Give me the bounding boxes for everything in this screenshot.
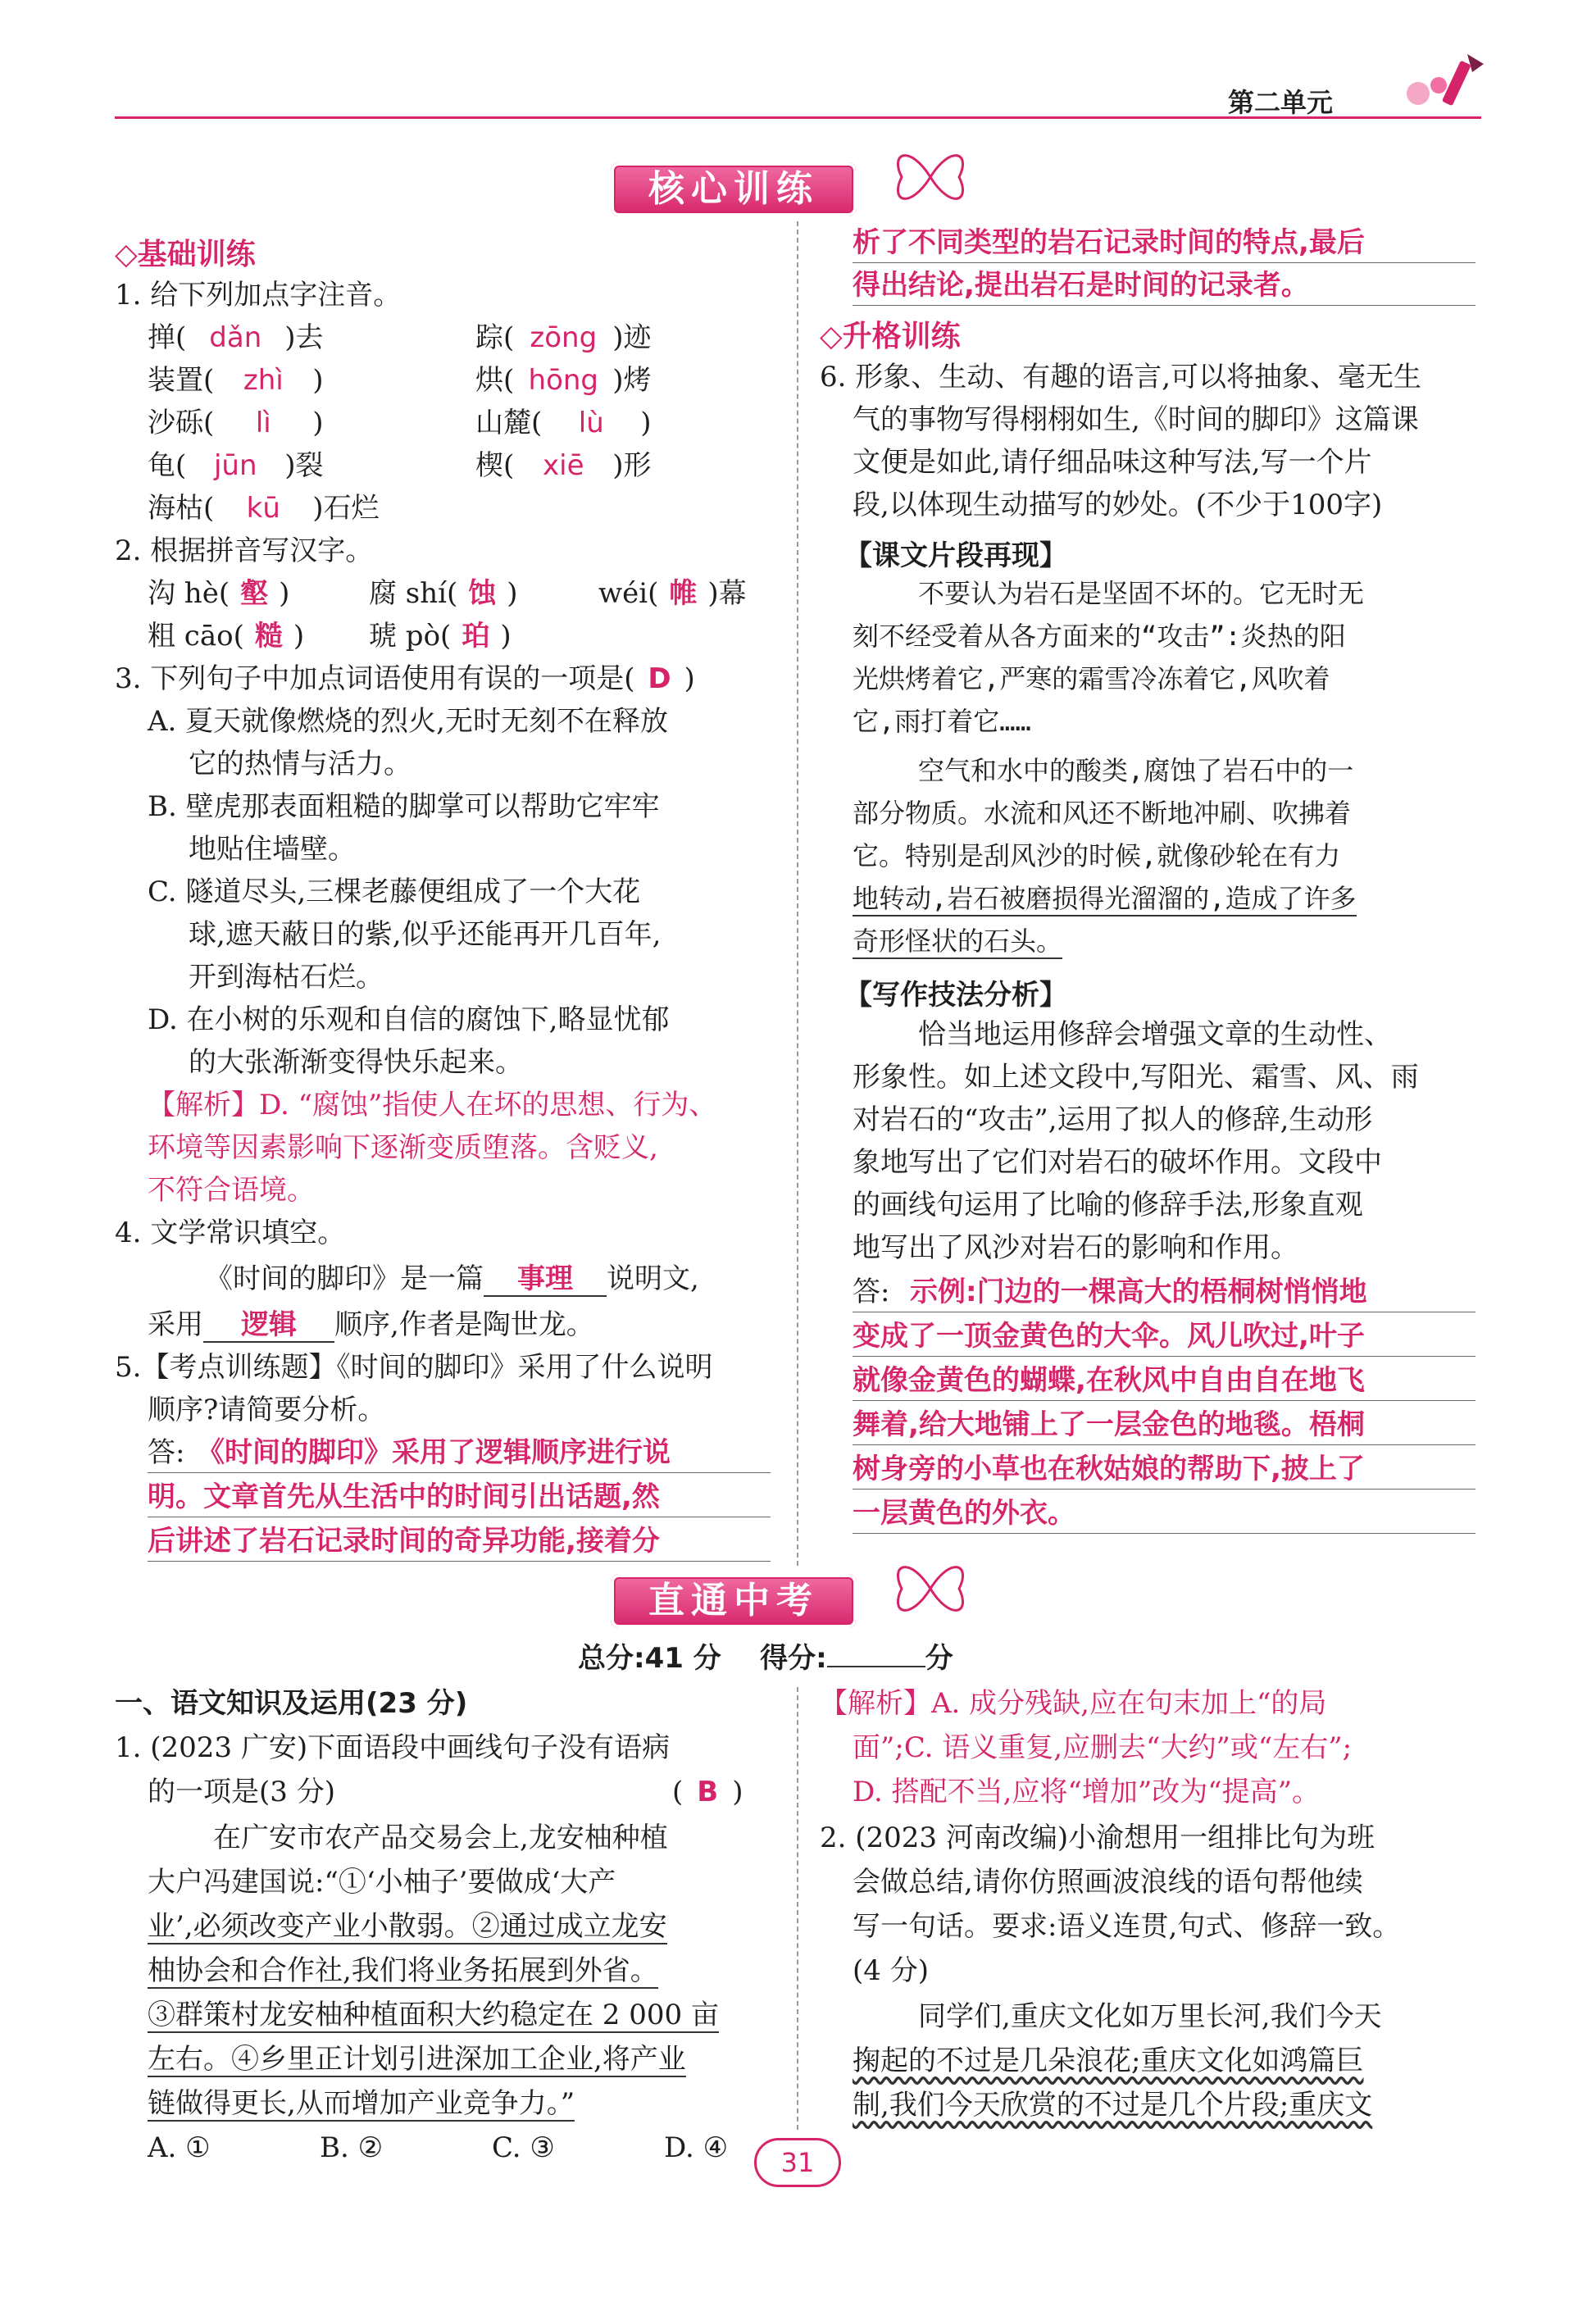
q1-stem: 1. 给下列加点字注音。: [115, 279, 402, 312]
q6-passage: 部分物质。水流和风还不断地冲刷、吹拂着: [853, 798, 1352, 829]
q6-answer-label: 答:: [853, 1276, 890, 1308]
q6-stem: 文便是如此,请仔细品味这种写法,写一个片: [853, 446, 1372, 479]
e2-passage-wavy: 制,我们今天欣赏的不过是几个片段;重庆文: [853, 2089, 1373, 2122]
q6-passage-underlined: 地转动,岩石被磨损得光溜溜的,造成了许多: [853, 882, 1357, 916]
q5-answer: 得出结论,提出岩石是时间的记录者。: [853, 269, 1309, 302]
q6-answer: 树身旁的小草也在秋姑娘的帮助下,披上了: [853, 1453, 1365, 1485]
q6-passage: 空气和水中的酸类,腐蚀了岩石中的一: [918, 755, 1354, 786]
e1-passage-underlined: 左右。④乡里正计划引进深加工企业,将产业: [148, 2043, 686, 2076]
section-advanced: ◇升格训练: [820, 320, 961, 353]
q3-line: 地贴住墙壁。: [189, 833, 356, 866]
q4-stem: 4. 文学常识填空。: [115, 1217, 346, 1249]
q2-item: 腐 shí( 蚀 ): [369, 577, 518, 610]
e1-option[interactable]: B. ②: [320, 2131, 384, 2164]
e1-passage-underlined: 业’,必须改变产业小散弱。②通过成立龙安: [148, 1910, 667, 1943]
q6-stem: 气的事物写得栩栩如生,《时间的脚印》这篇课: [853, 403, 1419, 436]
q6-passage: 它。特别是刮风沙的时候,就像砂轮在有力: [853, 840, 1341, 871]
score-blank[interactable]: [827, 1641, 925, 1667]
answer-rule: [853, 1533, 1476, 1534]
q1-item: 海枯( kū )石烂: [148, 492, 380, 525]
q1-item: 烘( hōng )烤: [475, 364, 652, 397]
q6-analysis: 的画线句运用了比喻的修辞手法,形象直观: [853, 1189, 1363, 1221]
q5-stem: 5.【考点训练题】《时间的脚印》采用了什么说明: [115, 1351, 713, 1384]
q6-answer: 舞着,给大地铺上了一层金色的地毯。梧桐: [853, 1408, 1365, 1441]
e1-option[interactable]: C. ③: [492, 2131, 555, 2164]
q2-item: 沟 hè( 壑 ): [148, 577, 290, 610]
e2-stem: (4 分): [853, 1954, 929, 1987]
q3-line: B. 壁虎那表面粗糙的脚掌可以帮助它牢牢: [148, 790, 660, 823]
q1-item: 沙砾( lì ): [148, 407, 324, 439]
q5-stem: 顺序?请简要分析。: [148, 1394, 386, 1426]
q6-answer: 就像金黄色的蝴蝶,在秋风中自由自在地飞: [853, 1364, 1365, 1397]
e1-passage: 在广安市农产品交易会上,龙安柚种植: [213, 1822, 668, 1854]
e2-stem: 2. (2023 河南改编)小渝想用一组排比句为班: [820, 1822, 1375, 1854]
q2-item: 琥 pò( 珀 ): [369, 620, 512, 653]
q6-answer: 示例:门边的一棵高大的梧桐树悄悄地: [910, 1276, 1367, 1308]
answer-rule: [853, 1444, 1476, 1445]
q5-answer: 析了不同类型的岩石记录时间的特点,最后: [853, 226, 1365, 259]
q6-heading-text: 【课文片段再现】: [844, 539, 1067, 572]
q1-item: 楔( xiē )形: [475, 449, 652, 482]
q1-item: 装置( zhì ): [148, 364, 324, 397]
q6-passage: 它,雨打着它……: [853, 706, 1031, 737]
q2-stem: 2. 根据拼音写汉字。: [115, 534, 374, 567]
q6-answer: 一层黄色的外衣。: [853, 1497, 1075, 1530]
header-rule: [115, 116, 1481, 119]
e1-analysis: 面”;C. 语义重复,应删去“大约”或“左右”;: [853, 1731, 1353, 1764]
e1-passage-underlined: 柚协会和合作社,我们将业务拓展到外省。: [148, 1954, 658, 1987]
q6-analysis: 恰当地运用修辞会增强文章的生动性、: [918, 1018, 1392, 1051]
q2-item: wéi( 帷 )幕: [598, 577, 747, 610]
column-divider: [797, 221, 798, 1566]
q6-passage: 刻不经受着从各方面来的“攻击”:炎热的阳: [853, 621, 1346, 652]
butterfly-icon: [885, 144, 975, 210]
e1-stem: 的一项是(3 分): [148, 1776, 335, 1808]
q2-item: 粗 cāo( 糙 ): [148, 620, 305, 653]
section-basic: ◇基础训练: [115, 238, 256, 271]
q1-item: 踪( zōng )迹: [475, 321, 652, 354]
score-label: 得分:: [760, 1642, 827, 1675]
q3-stem: 3. 下列句子中加点词语使用有误的一项是( D ): [115, 662, 695, 695]
q3-line: 球,遮天蔽日的紫,似乎还能再开几百年,: [189, 918, 662, 951]
column-divider: [797, 1687, 798, 2130]
q3-line: A. 夏天就像燃烧的烈火,无时无刻不在释放: [148, 705, 668, 738]
e1-passage: 大户冯建国说:“①‘小柚子’要做成‘大产: [148, 1866, 616, 1899]
score-unit: 分: [925, 1642, 953, 1675]
q5-answer: 明。文章首先从生活中的时间引出话题,然: [148, 1480, 660, 1513]
q5-answer-label: 答:: [148, 1436, 185, 1469]
e2-stem: 会做总结,请你仿照画波浪线的语句帮他续: [853, 1866, 1363, 1899]
q6-analysis: 象地写出了它们对岩石的破坏作用。文段中: [853, 1146, 1382, 1179]
q1-item: 龟( jūn )裂: [148, 449, 324, 482]
q3-line: 它的热情与活力。: [189, 748, 412, 780]
answer-rule: [853, 1400, 1476, 1401]
part1-title: 一、语文知识及运用(23 分): [115, 1687, 468, 1720]
q6-stem: 段,以体现生动描写的妙处。(不少于100字): [853, 489, 1383, 521]
q6-analysis: 地写出了风沙对岩石的影响和作用。: [853, 1231, 1298, 1264]
e1-option[interactable]: D. ④: [664, 2131, 729, 2164]
q4-line2: 采用 逻辑 顺序,作者是陶世龙。: [148, 1308, 594, 1341]
butterfly-icon: [885, 1556, 975, 1621]
q1-item: 山麓( lù ): [475, 407, 652, 439]
answer-rule: [853, 1356, 1476, 1357]
e2-stem: 写一句话。要求:语义连贯,句式、修辞一致。: [853, 1910, 1401, 1943]
e1-passage-underlined: ③群策村龙安柚种植面积大约稳定在 2 000 亩: [148, 1999, 719, 2031]
q6-passage: 光烘烤着它,严寒的霜雪冷冻着它,风吹着: [853, 663, 1330, 694]
q3-analysis: 环境等因素影响下逐渐变质堕落。含贬义,: [148, 1131, 658, 1164]
answer-rule: [853, 305, 1476, 306]
q3-analysis: 【解析】D. “腐蚀”指使人在坏的思想、行为、: [148, 1089, 717, 1121]
q3-line: C. 隧道尽头,三棵老藤便组成了一个大花: [148, 876, 641, 908]
q6-analysis: 对岩石的“攻击”,运用了拟人的修辞,生动形: [853, 1103, 1373, 1136]
q6-passage-underlined: 奇形怪状的石头。: [853, 925, 1062, 959]
e1-analysis: 【解析】A. 成分残缺,应在句末加上“的局: [820, 1687, 1327, 1720]
q6-answer: 变成了一顶金黄色的大伞。风儿吹过,叶子: [853, 1320, 1365, 1353]
e1-stem: 1. (2023 广安)下面语段中画线句子没有语病: [115, 1731, 671, 1764]
answer-rule: [853, 1489, 1476, 1490]
q6-analysis: 形象性。如上述文段中,写阳光、霜雪、风、雨: [853, 1061, 1419, 1094]
page-number: 31: [754, 2138, 841, 2187]
answer-rule: [148, 1472, 771, 1473]
total-score: 总分:41 分: [578, 1642, 721, 1675]
score-line: [578, 1641, 953, 1675]
q6-passage: 不要认为岩石是坚固不坏的。它无时无: [918, 578, 1365, 609]
q6-heading-technique: 【写作技法分析】: [844, 979, 1067, 1012]
e2-passage-wavy: 掬起的不过是几朵浪花;重庆文化如鸿篇巨: [853, 2044, 1364, 2077]
e1-answer: ( B ): [672, 1776, 743, 1808]
q3-line: 开到海枯石烂。: [189, 961, 384, 994]
q3-analysis: 不符合语境。: [148, 1174, 315, 1207]
e1-passage-underlined: 链做得更长,从而增加产业竞争力。”: [148, 2087, 575, 2120]
e2-passage: 同学们,重庆文化如万里长河,我们今天: [918, 2000, 1382, 2033]
banner-exam: 直通中考: [611, 1574, 857, 1628]
pencil-icon: [1394, 52, 1492, 118]
q5-answer: 《时间的脚印》采用了逻辑顺序进行说: [197, 1436, 671, 1469]
e1-analysis: D. 搭配不当,应将“增加”改为“提高”。: [853, 1776, 1320, 1808]
answer-rule: [853, 262, 1476, 263]
answer-rule: [148, 1561, 771, 1562]
q1-item: 掸( dǎn )去: [148, 321, 324, 354]
q4-line1: 《时间的脚印》是一篇 事理 说明文,: [205, 1262, 699, 1295]
q5-answer: 后讲述了岩石记录时间的奇异功能,接着分: [148, 1525, 660, 1558]
q3-line: D. 在小树的乐观和自信的腐蚀下,略显忧郁: [148, 1003, 670, 1036]
q6-stem: 6. 形象、生动、有趣的语言,可以将抽象、毫无生: [820, 361, 1422, 393]
unit-label: 第二单元: [1228, 87, 1334, 118]
e1-option[interactable]: A. ①: [148, 2131, 211, 2164]
banner-core-training: 核心训练: [611, 162, 857, 216]
q3-line: 的大张渐渐变得快乐起来。: [189, 1046, 523, 1079]
